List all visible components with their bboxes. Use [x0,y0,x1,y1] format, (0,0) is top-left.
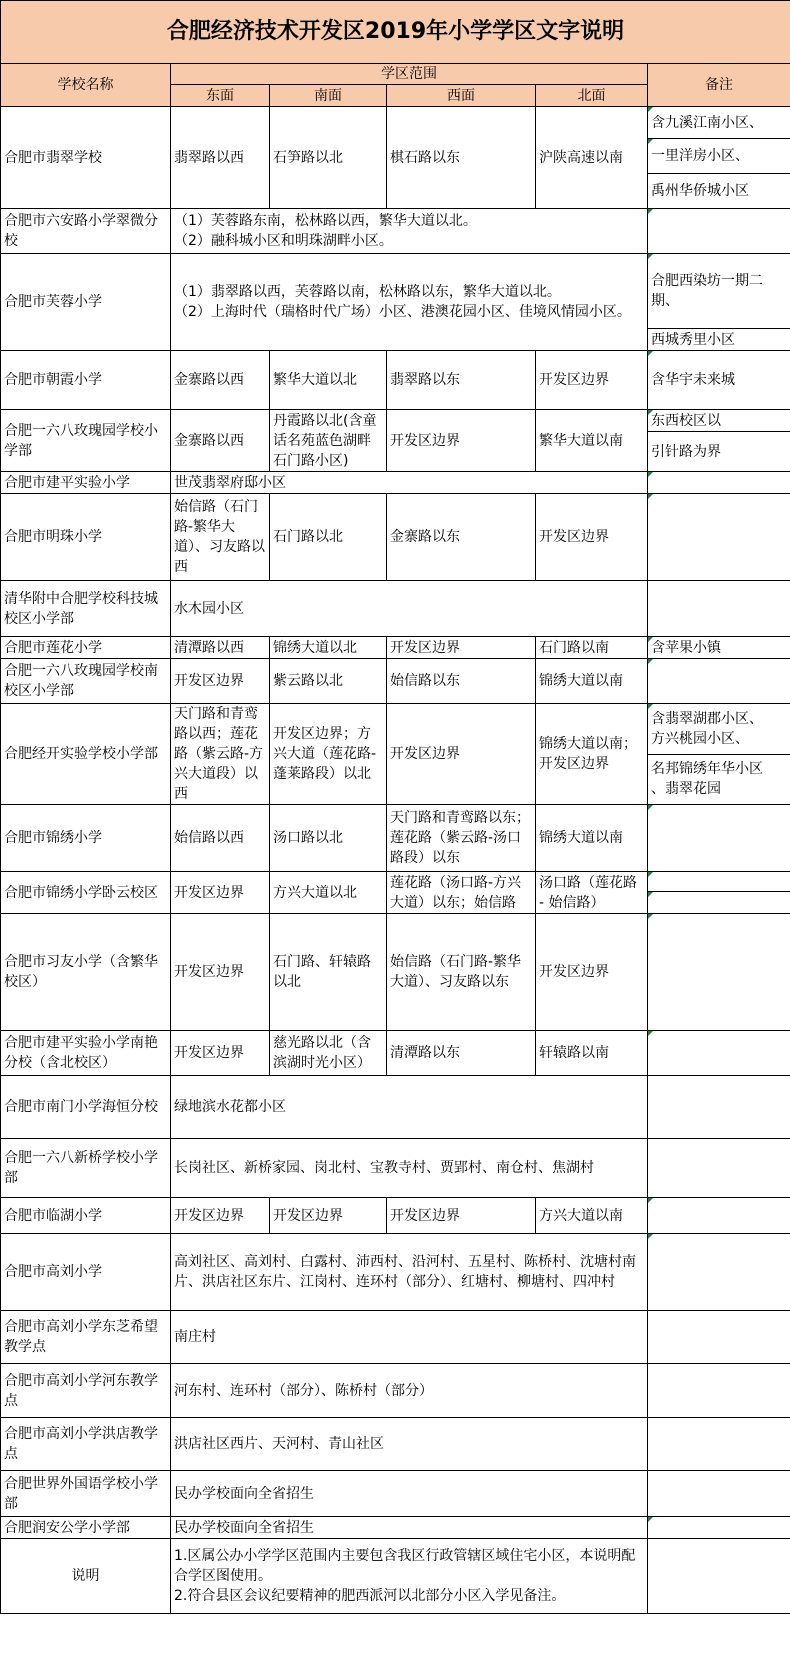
school-name: 合肥一六八玫瑰园学校小学部 [1,410,171,472]
table-row [1,472,790,494]
range-west: 棋石路以东 [387,107,536,209]
range-north: 沪陕高速以南 [536,107,648,209]
school-name: 合肥市南门小学海恒分校 [1,1076,171,1139]
range-west: 开发区边界 [387,1198,536,1234]
school-name: 合肥一六八玫瑰园学校南校区小学部 [1,659,171,704]
table-row [1,659,790,704]
range-cell [171,254,648,351]
range-north: 开发区边界 [536,351,648,410]
range-cell: 民办学校面向全省招生 [171,1471,648,1517]
note-cell: 含苹果小镇 [648,637,790,659]
range-west: 金寨路以东 [387,494,536,581]
school-name: 合肥市芙蓉小学 [1,254,171,351]
note-cell [648,659,790,704]
table-row [1,1517,790,1539]
note-line: 名邦锦绣年华小区 [651,761,763,778]
range-west: 翡翠路以东 [387,351,536,410]
school-name: 合肥市高刘小学东芝希望教学点 [1,1311,171,1364]
school-name: 合肥市习友小学（含繁华校区） [1,914,171,1031]
note-cell [648,1198,790,1234]
range-west: 开发区边界 [387,704,536,805]
range-south: 石门路以北 [270,494,387,581]
school-name: 合肥市翡翠学校 [1,107,171,209]
note-cell [648,1418,790,1471]
table-row [1,254,790,329]
table-row [1,1311,790,1364]
header-west: 西面 [387,85,536,107]
range-east: 金寨路以西 [171,351,270,410]
range-north: 锦绣大道以南 [536,659,648,704]
range-west: 开发区边界 [387,637,536,659]
range-west: 清潭路以东 [387,1031,536,1076]
range-east: 始信路以西 [171,805,270,872]
range-west: 始信路以东 [387,659,536,704]
range-cell: 水木园小区 [171,581,648,637]
table-row [1,914,790,1031]
range-cell: 世茂翡翠府邸小区 [171,472,648,494]
note-cell [648,1031,790,1076]
note-cell: 禹州华侨城小区 [648,174,790,209]
range-west-text: 莲花路（汤口路-方兴大道）以东；始信路 [390,874,522,911]
note-cell [648,1139,790,1198]
table-row [1,805,790,872]
school-name: 合肥润安公学小学部 [1,1517,171,1539]
table-row [1,1364,790,1418]
range-cell [171,209,648,254]
range-cell: 绿地滨水花都小区 [171,1076,648,1139]
range-west: 开发区边界 [387,410,536,472]
range-north: 繁华大道以南 [536,410,648,472]
school-name: 合肥市高刘小学洪店教学点 [1,1418,171,1471]
range-line: （1）翡翠路以西，芙蓉路以南，松林路以东，繁华大道以北。 [174,284,561,300]
range-north-text: 汤口路（莲花路 - 始信路） [539,874,637,911]
range-south-text: 丹霞路以北(含童话名苑蓝色湖畔石门路小区) [273,412,377,469]
school-name: 合肥市莲花小学 [1,637,171,659]
school-name: 合肥市明珠小学 [1,494,171,581]
table-row [1,107,790,139]
range-east: 金寨路以西 [171,410,270,472]
note-cell [648,1234,790,1311]
note-cell: 含九溪江南小区、 [648,107,790,139]
range-line: （1）芙蓉路东南，松林路以西，繁华大道以北。 [174,213,477,229]
explanation-line: 2.符合县区会议纪要精神的肥西派河以北部分小区入学见备注。 [174,1588,566,1604]
range-north: 开发区边界 [536,914,648,1031]
note-line: 含翡翠湖郡小区、 [651,710,763,727]
note-cell [648,754,790,805]
range-south: 汤口路以北 [270,805,387,872]
header-north: 北面 [536,85,648,107]
range-cell: 洪店社区西片、天河村、青山社区 [171,1418,648,1471]
school-name: 合肥市高刘小学河东教学点 [1,1364,171,1418]
school-name: 合肥市临湖小学 [1,1198,171,1234]
range-south: 方兴大道以北 [270,872,387,914]
range-south: 开发区边界 [270,1198,387,1234]
header-south: 南面 [270,85,387,107]
range-north [536,872,648,914]
range-south: 开发区边界；方兴大道（莲花路-蓬莱路段）以北 [270,704,387,805]
table-row [1,209,790,254]
note-cell [648,914,790,1031]
header-east: 东面 [171,85,270,107]
school-name: 合肥经开实验学校小学部 [1,704,171,805]
explanation-line: 1.区属公办小学学区范围内主要包含我区行政管辖区域住宅小区，本说明配合学区图使用。 [174,1548,636,1584]
range-south: 繁华大道以北 [270,351,387,410]
note-cell [648,1364,790,1418]
school-name: 合肥市锦绣小学卧云校区 [1,872,171,914]
table-row [1,1031,790,1076]
note-cell [648,209,790,254]
school-name: 合肥市建平实验小学南艳分校（含北校区） [1,1031,171,1076]
note-cell [648,872,790,892]
range-west: 始信路（石门路-繁华大道）、习友路以东 [387,914,536,1031]
note-cell: 西城秀里小区 [648,329,790,351]
header-row [1,64,790,85]
header-note: 备注 [648,64,790,107]
range-east: 开发区边界 [171,659,270,704]
range-cell: 民办学校面向全省招生 [171,1517,648,1539]
table-row [1,637,790,659]
note-cell [648,1517,790,1539]
sheet-title: 合肥经济技术开发区2019年小学学区文字说明 [1,1,790,64]
range-south: 石门路、轩辕路以北 [270,914,387,1031]
table-row [1,494,790,581]
range-north: 锦绣大道以南；开发区边界 [536,704,648,805]
school-name: 合肥市六安路小学翠微分校 [1,209,171,254]
range-east-text: 天门路和青鸾路以西；莲花路（紫云路-方兴大道段）以西 [174,706,264,802]
range-south: 紫云路以北 [270,659,387,704]
range-east: 始信路（石门路-繁华大道）、习友路以西 [171,494,270,581]
table-row [1,872,790,892]
note-cell [648,494,790,581]
range-north: 轩辕路以南 [536,1031,648,1076]
range-west [387,872,536,914]
school-name: 合肥市锦绣小学 [1,805,171,872]
range-east: 清潭路以西 [171,637,270,659]
range-cell: 高刘社区、高刘村、白露村、沛西村、沿河村、五星村、陈桥村、沈塘村南片、洪店社区东片、江岗村、连环村（部分）、红塘村、柳塘村、四冲村 [171,1234,648,1311]
table-row [1,1139,790,1198]
school-name: 合肥市高刘小学 [1,1234,171,1311]
explanation-label: 说明 [1,1539,171,1614]
range-north: 方兴大道以南 [536,1198,648,1234]
header-range: 学区范围 [171,64,648,85]
table-row [1,1198,790,1234]
note-cell [648,472,790,494]
title-row [1,1,790,64]
note-cell: 引针路为界 [648,432,790,472]
range-south: 石笋路以北 [270,107,387,209]
range-line: （2）上海时代（瑞格时代广场）小区、港澳花园小区、佳境风情园小区。 [174,304,631,320]
school-name: 合肥市朝霞小学 [1,351,171,410]
table-row [1,1234,790,1311]
note-cell: 一里洋房小区、 [648,139,790,174]
range-east: 开发区边界 [171,914,270,1031]
range-north: 石门路以南 [536,637,648,659]
header-school: 学校名称 [1,64,171,107]
range-south: 慈光路以北（含滨湖时光小区） [270,1031,387,1076]
school-name: 合肥一六八新桥学校小学部 [1,1139,171,1198]
range-north: 锦绣大道以南 [536,805,648,872]
table-row [1,581,790,637]
note-line: 、翡翠花园 [651,781,721,798]
note-cell [648,805,790,872]
note-cell [648,1076,790,1139]
table-row [1,351,790,410]
range-west: 天门路和青鸾路以东；莲花路（紫云路-汤口路段）以东 [387,805,536,872]
range-east [171,704,270,805]
table-row [1,1471,790,1517]
table-row [1,410,790,432]
table-row [1,1076,790,1139]
note-cell [648,1311,790,1364]
table-row [1,1418,790,1471]
explanation-text [171,1539,648,1614]
range-line: （2）融科城小区和明珠湖畔小区。 [174,233,393,249]
range-east: 开发区边界 [171,872,270,914]
range-east: 翡翠路以西 [171,107,270,209]
school-name: 合肥市建平实验小学 [1,472,171,494]
range-south [270,410,387,472]
note-cell: 含华宇未来城 [648,351,790,410]
range-south: 锦绣大道以北 [270,637,387,659]
range-east: 开发区边界 [171,1031,270,1076]
note-cell [648,892,790,914]
note-cell: 合肥西染坊一期二期、 [648,254,790,329]
note-line: 方兴桃园小区、 [651,730,749,747]
range-cell: 河东村、连环村（部分）、陈桥村（部分） [171,1364,648,1418]
note-cell: 东西校区以 [648,410,790,432]
note-cell [648,704,790,755]
range-north: 开发区边界 [536,494,648,581]
note-cell [648,1539,790,1614]
range-cell: 南庄村 [171,1311,648,1364]
note-cell [648,1471,790,1517]
table-row [1,1539,790,1614]
range-cell: 长岗社区、新桥家园、岗北村、宝教寺村、贾郢村、南仓村、焦湖村 [171,1139,648,1198]
range-east: 开发区边界 [171,1198,270,1234]
table-row [1,704,790,755]
note-cell [648,581,790,637]
school-name: 清华附中合肥学校科技城校区小学部 [1,581,171,637]
school-name: 合肥世界外国语学校小学部 [1,1471,171,1517]
